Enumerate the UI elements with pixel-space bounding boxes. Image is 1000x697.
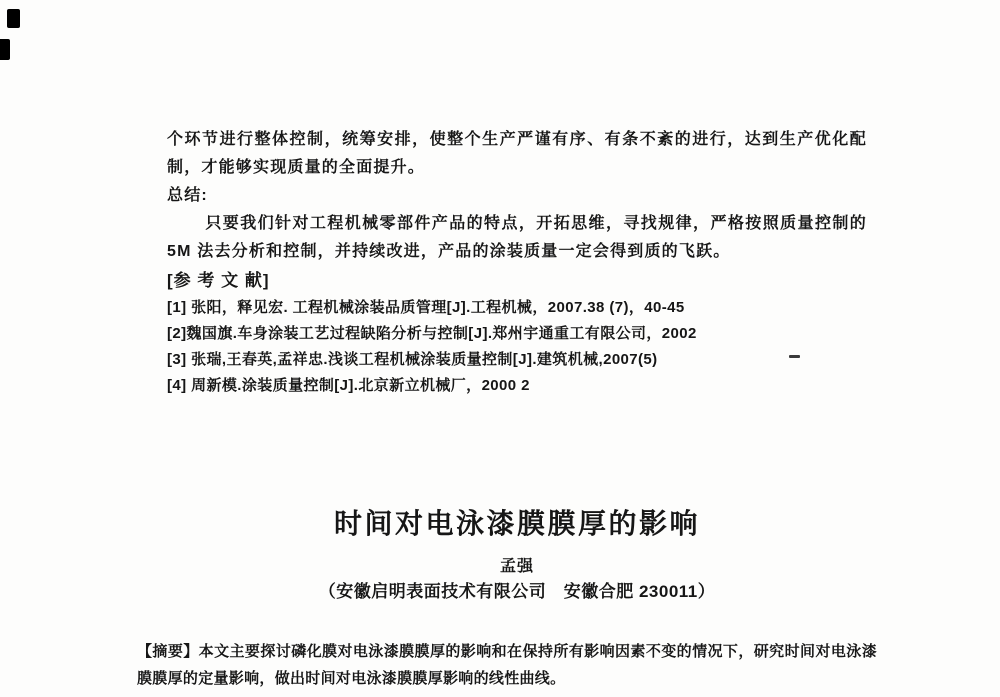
article-title: 时间对电泳漆膜膜厚的影响	[333, 508, 700, 539]
closing-paragraph: 个环节进行整体控制，统筹安排，使整个生产严谨有序、有条不紊的进行，达到生产优化配制，才能够实现质量的全面提升。	[167, 131, 867, 176]
reference-item: [1] 张阳，释见宏. 工程机械涂装品质管理[J].工程机械，2007.38 (7)，40-45	[167, 299, 685, 316]
summary-paragraph: 只要我们针对工程机械零部件产品的特点，开拓思维，寻找规律，严格按照质量控制的5M 法去分析和控制，并持续改进，产品的涂装质量一定会得到质的飞跃。	[167, 215, 867, 260]
references-list	[167, 295, 867, 399]
next-article-header	[167, 507, 867, 605]
reference-item: [4] 周新模.涂装质量控制[J].北京新立机械厂，2000 2	[167, 377, 530, 394]
summary-heading: 总结:	[167, 187, 208, 204]
article-author: 孟强	[499, 558, 534, 575]
reference-item: [3] 张瑞,王春英,孟祥忠.浅谈工程机械涂装质量控制[J].建筑机械,2007(5)	[167, 351, 658, 368]
article-abstract: 【摘要】本文主要探讨磷化膜对电泳漆膜膜厚的影响和在保持所有影响因素不变的情况下，研究时间对电泳漆膜膜厚的定量影响，做出时间对电泳漆膜膜厚影响的线性曲线。	[137, 643, 877, 687]
page-content-column	[137, 126, 877, 692]
scan-artifact-top-left	[7, 9, 20, 28]
article-affiliation: （安徽启明表面技术有限公司 安徽合肥 230011）	[318, 582, 716, 601]
references-heading: [参 考 文 献]	[167, 271, 270, 290]
reference-item: [2]魏国旗.车身涂装工艺过程缺陷分析与控制[J].郑州宇通重工有限公司，2002	[167, 325, 697, 342]
scan-artifact-left-edge	[0, 39, 10, 60]
